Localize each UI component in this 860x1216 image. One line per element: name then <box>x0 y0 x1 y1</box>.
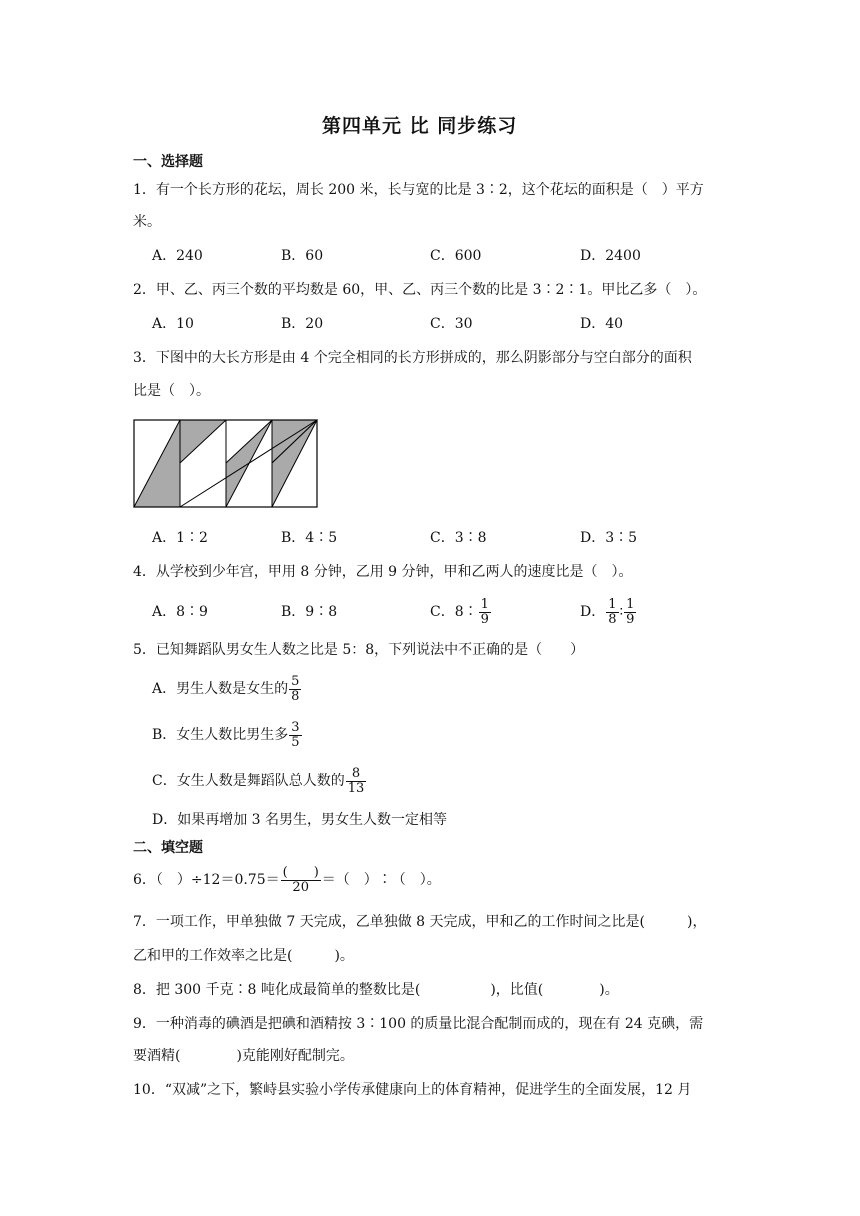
question-1-line-1: 1．有一个长方形的花坛，周长 200 米，长与宽的比是 3∶2，这个花坛的面积是（ ）平方 <box>133 182 704 198</box>
fraction-denominator: 9 <box>626 611 635 627</box>
q5-option-c-fraction <box>346 767 367 796</box>
q5-option-c-text: C．女生人数是舞蹈队总人数的 <box>152 773 345 789</box>
section-heading-fill: 二、填空题 <box>133 840 203 856</box>
shaded-triangle-1 <box>134 420 180 507</box>
q5-option-d: D．如果再增加 3 名男生，男女生人数一定相等 <box>152 812 448 828</box>
question-3-line-2: 比是（ ）。 <box>133 383 210 399</box>
fraction-numerator-blank: ( ) <box>282 864 319 880</box>
question-10-line-1: 10．“双减”之下，繁峙县实验小学传承健康向上的体育精神，促进学生的全面发展，12 月 <box>133 1082 692 1098</box>
q5-option-a-fraction <box>289 675 301 704</box>
q3-option-b: B．4∶5 <box>281 530 338 546</box>
q4-option-d-label: D． <box>580 604 606 620</box>
q3-option-d: D．3∶5 <box>580 530 638 546</box>
q5-option-c <box>152 762 367 800</box>
q4-option-d <box>580 593 637 631</box>
question-9-line-1: 9．一种消毒的碘酒是把碘和酒精按 3∶100 的质量比混合配制而成的，现在有 24 克碘，需 <box>133 1016 704 1032</box>
q2-option-d: D．40 <box>580 316 624 332</box>
q4-option-a: A．8∶9 <box>152 604 208 620</box>
q2-option-a: A．10 <box>152 316 194 332</box>
question-8-line-1: 8．把 300 千克∶8 吨化成最简单的整数比是( )，比值( )。 <box>133 982 619 998</box>
question-4-line-1: 4．从学校到少年宫，甲用 8 分钟，乙用 9 分钟，甲和乙两人的速度比是（ ）。 <box>133 564 633 580</box>
q1-option-c: C．600 <box>430 248 482 264</box>
fraction-denominator: 8 <box>608 611 617 627</box>
q1-option-b: B．60 <box>281 248 324 264</box>
q4-option-d-fraction-1 <box>606 598 618 627</box>
question-6-fraction <box>281 866 321 895</box>
q5-option-b-fraction <box>289 721 301 750</box>
q2-option-c: C．30 <box>430 316 473 332</box>
fraction-numerator: 1 <box>480 596 489 612</box>
q5-option-b-text: B．女生人数比男生多 <box>152 727 289 743</box>
q3-option-a: A．1∶2 <box>152 530 208 546</box>
fraction-denominator: 8 <box>291 688 300 704</box>
q3-option-c: C．3∶8 <box>430 530 487 546</box>
fraction-denominator: 9 <box>480 611 489 627</box>
q5-option-a-text: A．男生人数是女生的 <box>152 681 289 697</box>
question-6 <box>133 860 441 900</box>
fraction-numerator: 3 <box>291 719 300 735</box>
question-1-line-2: 米。 <box>133 214 161 230</box>
question-3-line-1: 3．下图中的大长方形是由 4 个完全相同的长方形拼成的，那么阴影部分与空白部分的面积 <box>133 350 692 366</box>
question-6-part-1: 6．（ ）÷12＝0.75＝ <box>133 872 280 888</box>
question-2-line-1: 2．甲、乙、丙三个数的平均数是 60，甲、乙、丙三个数的比是 3∶2∶1。甲比乙多（ ）。 <box>133 282 707 298</box>
q2-option-b: B．20 <box>281 316 324 332</box>
q4-option-d-fraction-2 <box>624 598 636 627</box>
shaded-triangle-2 <box>180 420 226 463</box>
q4-option-c <box>430 593 492 631</box>
ratio-colon: ∶ <box>619 604 624 620</box>
page-title: 第四单元 比 同步练习 <box>322 115 518 137</box>
fraction-numerator: 1 <box>626 596 635 612</box>
q5-option-b <box>152 716 303 754</box>
q4-option-c-label: C．8∶ <box>430 604 478 620</box>
q4-option-c-fraction <box>479 598 491 627</box>
q1-option-a: A．240 <box>152 248 203 264</box>
fraction-denominator: 13 <box>347 780 365 796</box>
q1-option-d: D．2400 <box>580 248 641 264</box>
question-9-line-2: 要酒精( )克能刚好配制完。 <box>133 1048 354 1064</box>
rectangle-figure <box>133 418 319 510</box>
fraction-denominator: 20 <box>292 879 309 895</box>
q4-option-b: B．9∶8 <box>281 604 338 620</box>
question-6-part-2: ＝（ ）∶（ ）。 <box>321 872 441 888</box>
question-5-line-1: 5．已知舞蹈队男女生人数之比是 5：8，下列说法中不正确的是（ ） <box>133 642 585 658</box>
fraction-numerator: 8 <box>346 767 367 782</box>
section-heading-choice: 一、选择题 <box>133 154 203 170</box>
q5-option-a <box>152 670 302 708</box>
fraction-numerator: 1 <box>608 596 617 612</box>
fraction-denominator: 5 <box>291 734 300 750</box>
question-7-line-2: 乙和甲的工作效率之比是( )。 <box>133 948 354 964</box>
fraction-numerator: 5 <box>291 673 300 689</box>
question-7-line-1: 7．一项工作，甲单独做 7 天完成，乙单独做 8 天完成，甲和乙的工作时间之比是( )， <box>133 914 707 930</box>
